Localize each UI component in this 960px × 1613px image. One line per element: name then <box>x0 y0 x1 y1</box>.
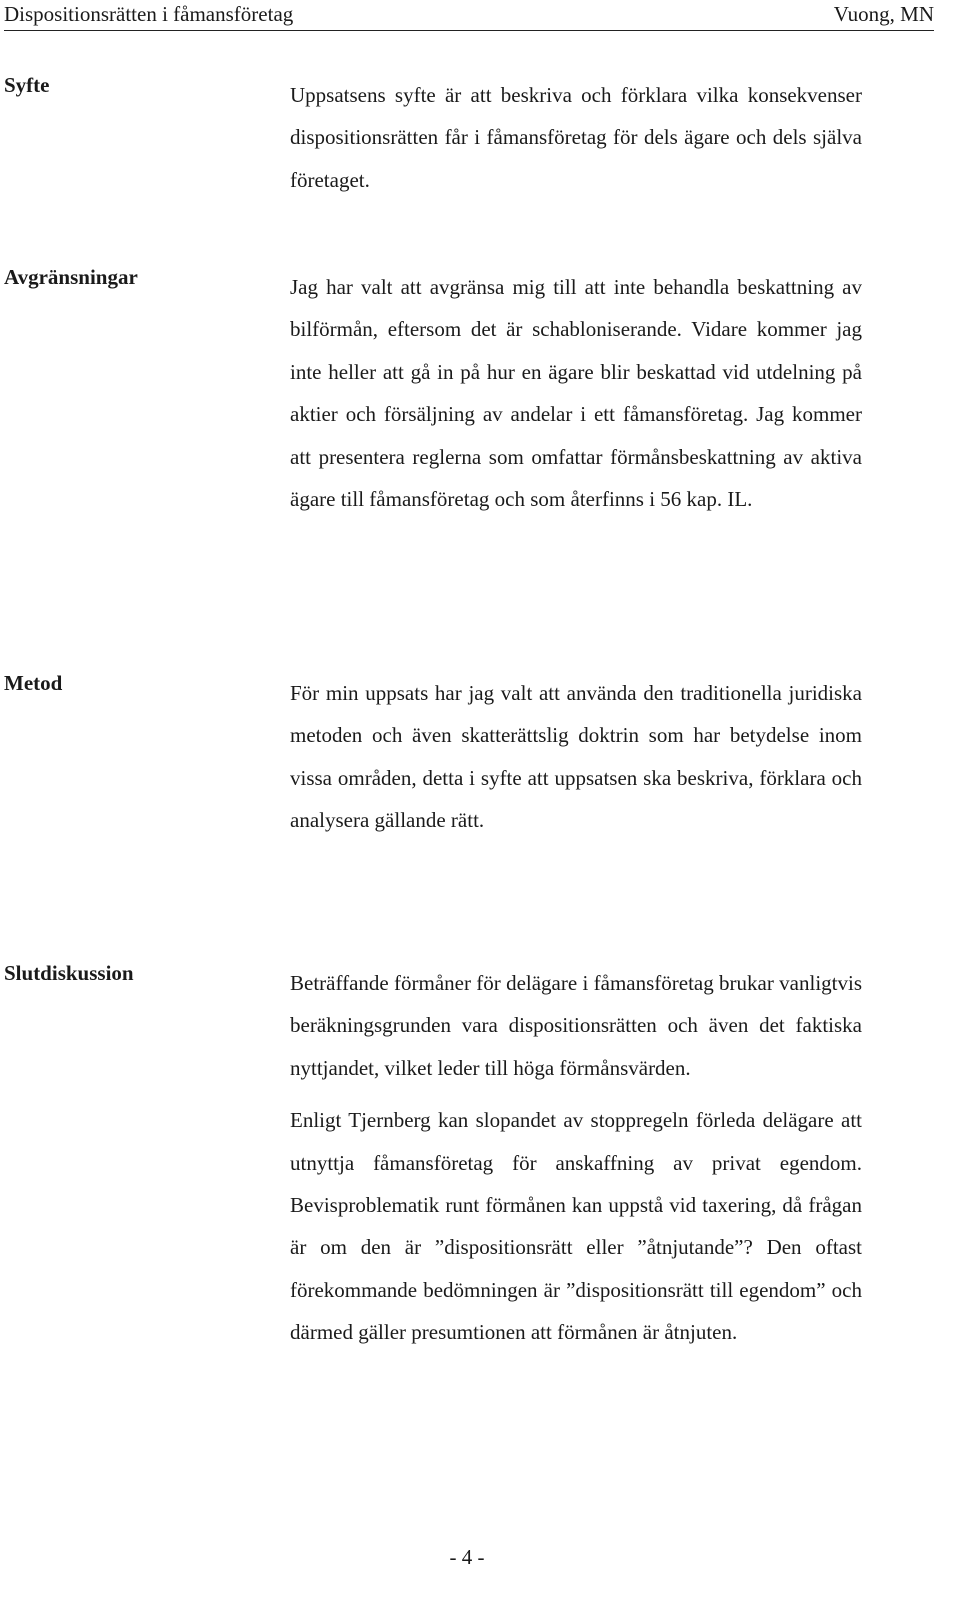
section-body <box>290 962 862 1354</box>
paragraph: För min uppsats har jag valt att använda den traditionella juridiska metoden och även skatterättslig doktrin som har betydelse inom vissa områden, detta i syfte att uppsatsen ska beskriva, förklara och analysera gällande rätt. <box>290 681 862 833</box>
page-number: - 4 - <box>449 1545 485 1569</box>
section-label: Syfte <box>4 73 50 97</box>
section-body <box>290 672 862 842</box>
paragraph: Uppsatsens syfte är att beskriva och förklara vilka konsekvenser dispositionsrätten får i fåmansföretag för dels ägare och dels själva företaget. <box>290 83 862 192</box>
section-label: Metod <box>4 671 63 695</box>
section-label: Slutdiskussion <box>4 961 134 985</box>
paragraph: Jag har valt att avgränsa mig till att inte behandla beskattning av bilförmån, eftersom det är schabloniserande. Vidare kommer jag inte heller att gå in på hur en ägare blir beskattad vid utdelning på aktier och försäljning av andelar i ett fåmansföretag. Jag kommer att presentera reglerna som omfattar förmånsbeskattning av aktiva ägare till fåmansföretag och som återfinns i 56 kap. IL. <box>290 275 862 512</box>
paragraph: Enligt Tjernberg kan slopandet av stoppregeln förleda delägare att utnyttja fåmansföretag för anskaffning av privat egendom. Bevisproblematik runt förmånen kan uppstå vid taxering, då frågan är om den är ”dispositionsrätt eller ”åtnjutande”? Den oftast förekommande bedömningen är ”dispositionsrätt till egendom” och därmed gäller presumtionen att förmånen är åtnjuten. <box>290 1108 862 1345</box>
header-author: Vuong, MN <box>833 2 934 26</box>
section-body <box>290 74 862 201</box>
page-header <box>4 0 934 31</box>
section-body <box>290 266 862 520</box>
header-title: Dispositionsrätten i fåmansföretag <box>4 2 294 26</box>
section-label: Avgränsningar <box>4 265 138 289</box>
paragraph: Beträffande förmåner för delägare i fåmansföretag brukar vanligtvis beräkningsgrunden vara dispositionsrätten och även det faktiska nyttjandet, vilket leder till höga förmånsvärden. <box>290 971 862 1080</box>
